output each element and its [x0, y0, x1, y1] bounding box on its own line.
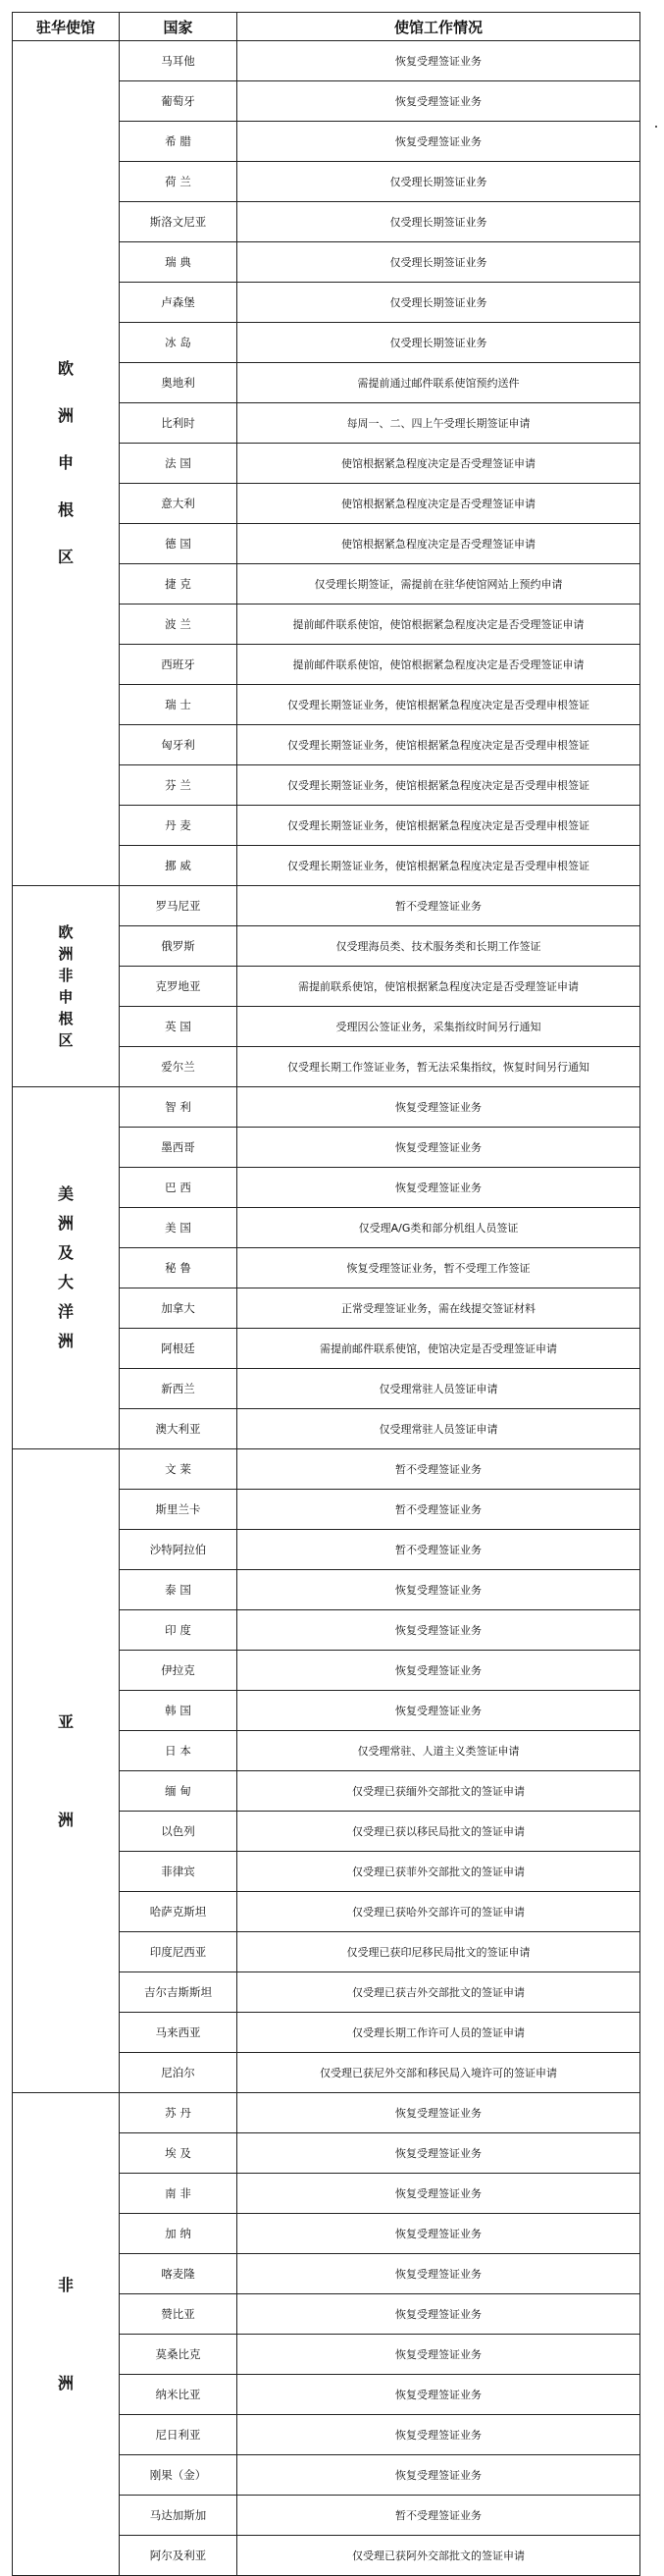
- region-cell: [13, 1087, 120, 1449]
- status-cell: 仅受理已获缅外交部批文的签证申请: [237, 1771, 640, 1812]
- country-cell: 斯里兰卡: [120, 1490, 237, 1530]
- country-cell: 罗马尼亚: [120, 886, 237, 926]
- region-cell: [13, 1449, 120, 2093]
- country-cell: 菲律宾: [120, 1852, 237, 1892]
- status-cell: 每周一、二、四上午受理长期签证申请: [237, 403, 640, 444]
- status-cell: 恢复受理签证业务: [237, 2335, 640, 2375]
- table-row: [13, 1087, 640, 1128]
- status-cell: 恢复受理签证业务: [237, 2455, 640, 2496]
- country-cell: 马耳他: [120, 41, 237, 81]
- country-cell: 比利时: [120, 403, 237, 444]
- status-cell: 恢复受理签证业务: [237, 1128, 640, 1168]
- status-cell: 恢复受理签证业务: [237, 2254, 640, 2294]
- country-cell: 文 莱: [120, 1449, 237, 1490]
- status-cell: 恢复受理签证业务: [237, 2093, 640, 2133]
- status-cell: 仅受理已获阿外交部批文的签证申请: [237, 2536, 640, 2576]
- country-cell: 葡萄牙: [120, 81, 237, 122]
- status-cell: 恢复受理签证业务: [237, 2133, 640, 2174]
- country-cell: 波 兰: [120, 605, 237, 645]
- country-cell: 澳大利亚: [120, 1409, 237, 1449]
- status-cell: 仅受理长期签证业务: [237, 242, 640, 283]
- country-cell: 马达加斯加: [120, 2496, 237, 2536]
- status-cell: 使馆根据紧急程度决定是否受理签证申请: [237, 444, 640, 484]
- status-cell: 恢复受理签证业务: [237, 2375, 640, 2415]
- status-cell: 恢复受理签证业务: [237, 122, 640, 162]
- status-cell: 暂不受理签证业务: [237, 1449, 640, 1490]
- header-status: 使馆工作情况: [237, 13, 640, 41]
- region-name: 美洲及大洋洲: [57, 1184, 74, 1350]
- region-name: 亚洲: [57, 1711, 74, 1829]
- status-cell: 恢复受理签证业务: [237, 1610, 640, 1651]
- status-cell: 提前邮件联系使馆，使馆根据紧急程度决定是否受理签证申请: [237, 605, 640, 645]
- status-cell: 需提前邮件联系使馆，使馆决定是否受理签证申请: [237, 1329, 640, 1369]
- status-cell: 仅受理长期工作签证业务，暂无法采集指纹，恢复时间另行通知: [237, 1047, 640, 1087]
- status-cell: 恢复受理签证业务: [237, 2415, 640, 2455]
- country-cell: 喀麦隆: [120, 2254, 237, 2294]
- country-cell: 墨西哥: [120, 1128, 237, 1168]
- status-cell: 暂不受理签证业务: [237, 1490, 640, 1530]
- country-cell: 卢森堡: [120, 283, 237, 323]
- country-cell: 加 纳: [120, 2214, 237, 2254]
- status-cell: 暂不受理签证业务: [237, 886, 640, 926]
- country-cell: 韩 国: [120, 1691, 237, 1731]
- country-cell: 希 腊: [120, 122, 237, 162]
- country-cell: 泰 国: [120, 1570, 237, 1610]
- status-cell: 提前邮件联系使馆，使馆根据紧急程度决定是否受理签证申请: [237, 645, 640, 685]
- country-cell: 阿根廷: [120, 1329, 237, 1369]
- status-cell: 仅受理长期签证业务，使馆根据紧急程度决定是否受理申根签证: [237, 765, 640, 806]
- country-cell: 荷 兰: [120, 162, 237, 202]
- country-cell: 匈牙利: [120, 725, 237, 765]
- status-cell: 仅受理A/G类和部分机组人员签证: [237, 1208, 640, 1248]
- status-cell: 使馆根据紧急程度决定是否受理签证申请: [237, 484, 640, 524]
- status-cell: 暂不受理签证业务: [237, 1530, 640, 1570]
- country-cell: 纳米比亚: [120, 2375, 237, 2415]
- status-cell: 仅受理常驻人员签证申请: [237, 1409, 640, 1449]
- status-cell: 恢复受理签证业务: [237, 1168, 640, 1208]
- country-cell: 日 本: [120, 1731, 237, 1771]
- country-cell: 苏 丹: [120, 2093, 237, 2133]
- status-cell: 仅受理常驻、人道主义类签证申请: [237, 1731, 640, 1771]
- status-cell: 恢复受理签证业务: [237, 1570, 640, 1610]
- status-cell: 仅受理长期签证业务，使馆根据紧急程度决定是否受理申根签证: [237, 725, 640, 765]
- country-cell: 西班牙: [120, 645, 237, 685]
- table-row: [13, 41, 640, 81]
- country-cell: 冰 岛: [120, 323, 237, 363]
- country-cell: 伊拉克: [120, 1651, 237, 1691]
- status-cell: 仅受理常驻人员签证申请: [237, 1369, 640, 1409]
- visa-status-sheet: [12, 12, 639, 2562]
- region-cell: [13, 2093, 120, 2576]
- status-cell: 恢复受理签证业务: [237, 41, 640, 81]
- stray-mark: [655, 126, 657, 128]
- country-cell: 沙特阿拉伯: [120, 1530, 237, 1570]
- status-cell: 恢复受理签证业务: [237, 1691, 640, 1731]
- status-cell: 仅受理长期签证业务，使馆根据紧急程度决定是否受理申根签证: [237, 846, 640, 886]
- visa-status-table: [12, 12, 640, 2576]
- country-cell: 尼泊尔: [120, 2053, 237, 2093]
- country-cell: 智 利: [120, 1087, 237, 1128]
- country-cell: 俄罗斯: [120, 926, 237, 967]
- country-cell: 丹 麦: [120, 806, 237, 846]
- status-cell: 仅受理长期签证业务，使馆根据紧急程度决定是否受理申根签证: [237, 685, 640, 725]
- header-row: [13, 13, 640, 41]
- country-cell: 挪 威: [120, 846, 237, 886]
- status-cell: 仅受理长期签证业务: [237, 283, 640, 323]
- status-cell: 仅受理长期工作许可人员的签证申请: [237, 2013, 640, 2053]
- status-cell: 恢复受理签证业务: [237, 2294, 640, 2335]
- status-cell: 受理因公签证业务，采集指纹时间另行通知: [237, 1007, 640, 1047]
- country-cell: 哈萨克斯坦: [120, 1892, 237, 1932]
- country-cell: 斯洛文尼亚: [120, 202, 237, 242]
- status-cell: 仅受理已获以移民局批文的签证申请: [237, 1812, 640, 1852]
- country-cell: 赞比亚: [120, 2294, 237, 2335]
- status-cell: 仅受理已获菲外交部批文的签证申请: [237, 1852, 640, 1892]
- status-cell: 恢复受理签证业务: [237, 2174, 640, 2214]
- status-cell: 仅受理已获尼外交部和移民局入境许可的签证申请: [237, 2053, 640, 2093]
- status-cell: 恢复受理签证业务: [237, 1651, 640, 1691]
- header-embassy: 驻华使馆: [13, 13, 120, 41]
- country-cell: 美 国: [120, 1208, 237, 1248]
- country-cell: 克罗地亚: [120, 967, 237, 1007]
- status-cell: 仅受理长期签证业务: [237, 162, 640, 202]
- region-name: 欧洲申根区: [57, 359, 74, 566]
- status-cell: 需提前通过邮件联系使馆预约送件: [237, 363, 640, 403]
- country-cell: 埃 及: [120, 2133, 237, 2174]
- country-cell: 奥地利: [120, 363, 237, 403]
- country-cell: 南 非: [120, 2174, 237, 2214]
- country-cell: 加拿大: [120, 1288, 237, 1329]
- status-cell: 仅受理已获哈外交部许可的签证申请: [237, 1892, 640, 1932]
- country-cell: 德 国: [120, 524, 237, 564]
- region-cell: [13, 41, 120, 886]
- status-cell: 暂不受理签证业务: [237, 2496, 640, 2536]
- country-cell: 刚果（金）: [120, 2455, 237, 2496]
- country-cell: 瑞 典: [120, 242, 237, 283]
- table-row: [13, 1449, 640, 1490]
- status-cell: 仅受理已获印尼移民局批文的签证申请: [237, 1932, 640, 1972]
- country-cell: 意大利: [120, 484, 237, 524]
- country-cell: 莫桑比克: [120, 2335, 237, 2375]
- region-name: 非洲: [57, 2275, 74, 2392]
- status-cell: 仅受理长期签证业务: [237, 202, 640, 242]
- status-cell: 正常受理签证业务，需在线提交签证材料: [237, 1288, 640, 1329]
- country-cell: 爱尔兰: [120, 1047, 237, 1087]
- header-country: 国家: [120, 13, 237, 41]
- status-cell: 仅受理长期签证业务，使馆根据紧急程度决定是否受理申根签证: [237, 806, 640, 846]
- country-cell: 新西兰: [120, 1369, 237, 1409]
- status-cell: 恢复受理签证业务，暂不受理工作签证: [237, 1248, 640, 1288]
- country-cell: 缅 甸: [120, 1771, 237, 1812]
- country-cell: 瑞 士: [120, 685, 237, 725]
- status-cell: 恢复受理签证业务: [237, 1087, 640, 1128]
- country-cell: 英 国: [120, 1007, 237, 1047]
- country-cell: 阿尔及利亚: [120, 2536, 237, 2576]
- status-cell: 仅受理海员类、技术服务类和长期工作签证: [237, 926, 640, 967]
- status-cell: 仅受理已获吉外交部批文的签证申请: [237, 1972, 640, 2013]
- status-cell: 恢复受理签证业务: [237, 2214, 640, 2254]
- status-cell: 仅受理长期签证业务: [237, 323, 640, 363]
- country-cell: 芬 兰: [120, 765, 237, 806]
- country-cell: 法 国: [120, 444, 237, 484]
- country-cell: 印 度: [120, 1610, 237, 1651]
- country-cell: 尼日利亚: [120, 2415, 237, 2455]
- country-cell: 马来西亚: [120, 2013, 237, 2053]
- country-cell: 捷 克: [120, 564, 237, 605]
- country-cell: 秘 鲁: [120, 1248, 237, 1288]
- region-name: 欧洲非申根区: [58, 923, 74, 1049]
- country-cell: 以色列: [120, 1812, 237, 1852]
- country-cell: 吉尔吉斯斯坦: [120, 1972, 237, 2013]
- status-cell: 使馆根据紧急程度决定是否受理签证申请: [237, 524, 640, 564]
- table-row: [13, 2093, 640, 2133]
- status-cell: 需提前联系使馆，使馆根据紧急程度决定是否受理签证申请: [237, 967, 640, 1007]
- region-cell: [13, 886, 120, 1087]
- status-cell: 恢复受理签证业务: [237, 81, 640, 122]
- table-row: [13, 886, 640, 926]
- status-cell: 仅受理长期签证，需提前在驻华使馆网站上预约申请: [237, 564, 640, 605]
- country-cell: 印度尼西亚: [120, 1932, 237, 1972]
- table-body: [13, 41, 640, 2576]
- country-cell: 巴 西: [120, 1168, 237, 1208]
